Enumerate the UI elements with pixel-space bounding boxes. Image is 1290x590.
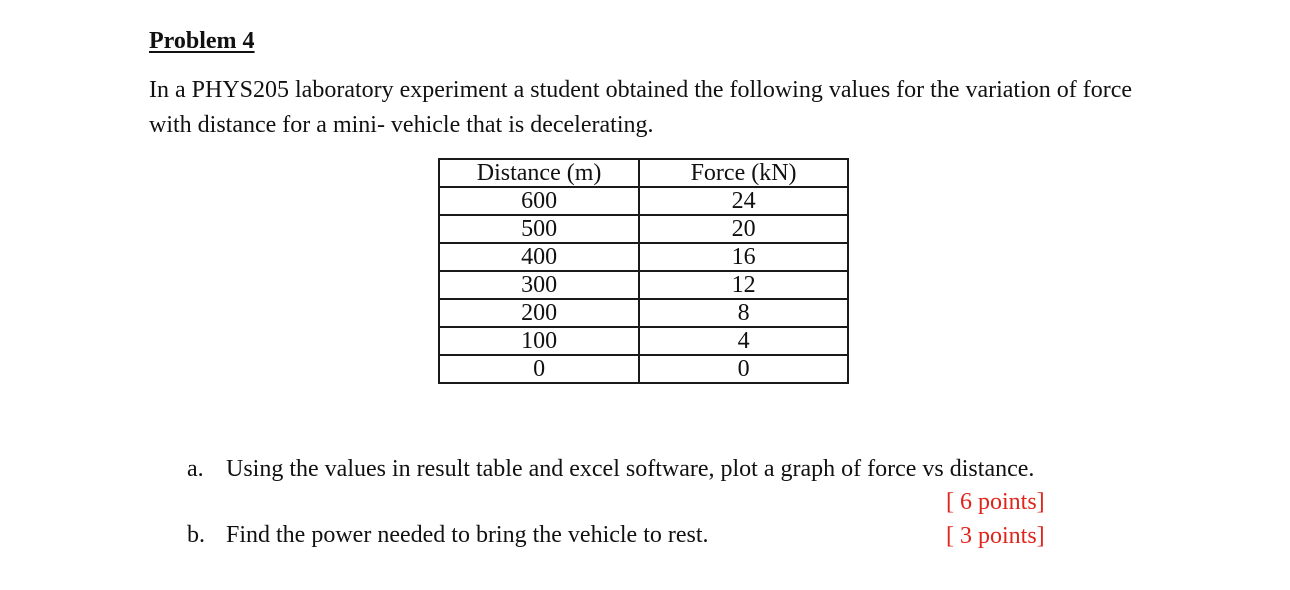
force-cell: 12 <box>639 271 848 299</box>
table-row <box>439 355 848 383</box>
distance-cell: 500 <box>439 215 639 243</box>
data-table <box>438 158 849 384</box>
header-distance: Distance (m) <box>439 159 639 187</box>
force-cell: 16 <box>639 243 848 271</box>
table-row <box>439 243 848 271</box>
question-a <box>187 455 1147 483</box>
distance-cell: 100 <box>439 327 639 355</box>
force-cell: 0 <box>639 355 848 383</box>
table-header-row <box>439 159 848 187</box>
question-b-text: Find the power needed to bring the vehicle to rest. <box>226 522 709 548</box>
force-cell: 20 <box>639 215 848 243</box>
question-b-letter: b. <box>187 522 205 548</box>
problem-heading: Problem 4 <box>149 28 255 54</box>
force-cell: 4 <box>639 327 848 355</box>
table-row <box>439 187 848 215</box>
table-row <box>439 215 848 243</box>
table-row <box>439 299 848 327</box>
header-force: Force (kN) <box>639 159 848 187</box>
table-row <box>439 271 848 299</box>
distance-cell: 300 <box>439 271 639 299</box>
question-a-letter: a. <box>187 456 204 482</box>
force-cell: 8 <box>639 299 848 327</box>
distance-cell: 200 <box>439 299 639 327</box>
problem-intro: In a PHYS205 laboratory experiment a student obtained the following values for the variation of force with distance for a mini- vehicle that is decelerating. <box>149 77 1133 138</box>
force-cell: 24 <box>639 187 848 215</box>
question-a-text: Using the values in result table and excel software, plot a graph of force vs distance. <box>226 456 1035 482</box>
table-row <box>439 327 848 355</box>
question-a-points: [ 6 points] <box>946 489 1045 515</box>
distance-cell: 0 <box>439 355 639 383</box>
distance-cell: 600 <box>439 187 639 215</box>
question-b-points: [ 3 points] <box>946 523 1045 549</box>
distance-cell: 400 <box>439 243 639 271</box>
